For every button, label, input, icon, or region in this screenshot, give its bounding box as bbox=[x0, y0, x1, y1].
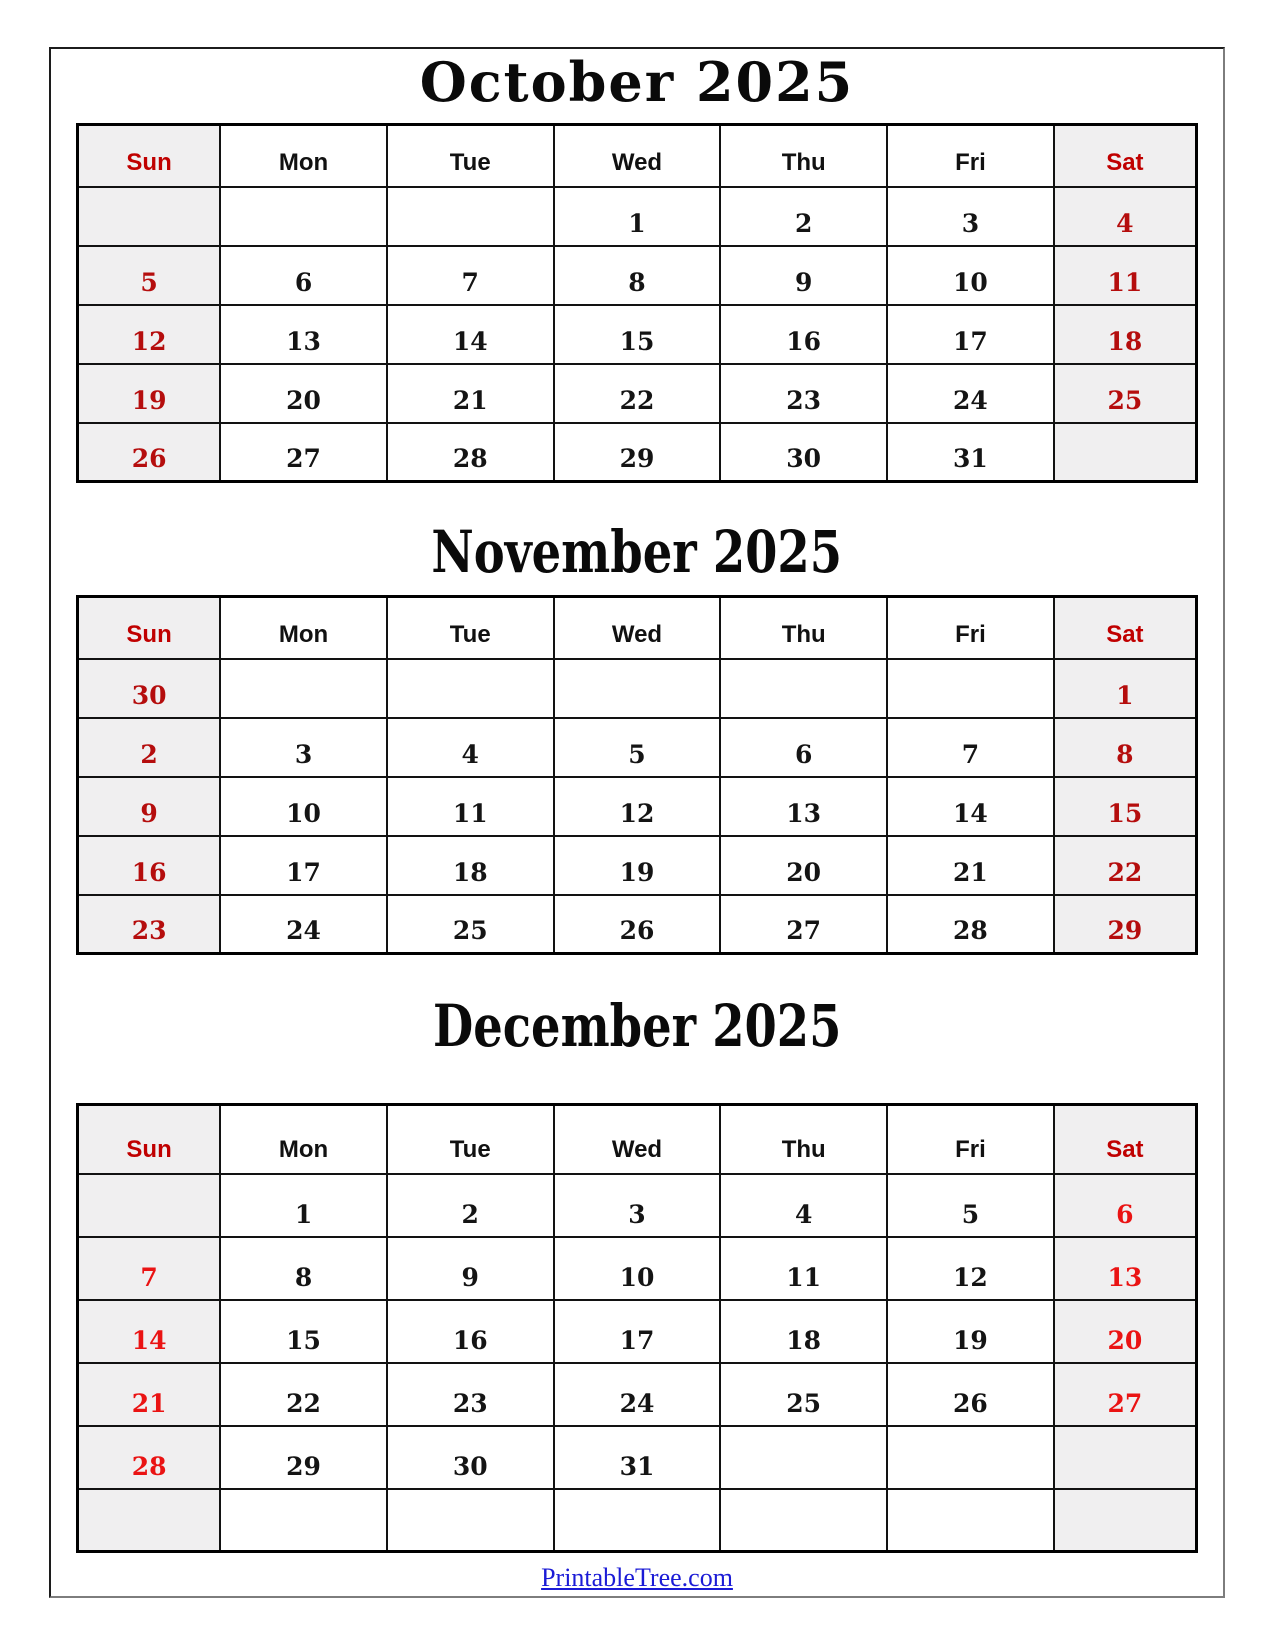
day-cell-29: 29 bbox=[554, 423, 721, 482]
day-cell-27: 27 bbox=[1054, 1363, 1197, 1426]
week-row bbox=[78, 305, 1197, 364]
day-cell-16: 16 bbox=[78, 836, 221, 895]
weekday-header-thu: Thu bbox=[720, 1105, 887, 1174]
day-cell-29: 29 bbox=[220, 1426, 387, 1489]
empty-day-cell bbox=[887, 1489, 1054, 1552]
day-cell-9: 9 bbox=[78, 777, 221, 836]
day-cell-31: 31 bbox=[554, 1426, 721, 1489]
weekday-header-mon: Mon bbox=[220, 125, 387, 187]
day-cell-19: 19 bbox=[887, 1300, 1054, 1363]
weekday-header-thu: Thu bbox=[720, 125, 887, 187]
day-cell-6: 6 bbox=[1054, 1174, 1197, 1237]
day-cell-11: 11 bbox=[1054, 246, 1197, 305]
day-cell-9: 9 bbox=[720, 246, 887, 305]
day-cell-17: 17 bbox=[220, 836, 387, 895]
week-row bbox=[78, 1300, 1197, 1363]
weekday-header-sat: Sat bbox=[1054, 125, 1197, 187]
weekday-header-sun: Sun bbox=[78, 125, 221, 187]
day-cell-27: 27 bbox=[720, 895, 887, 954]
day-cell-4: 4 bbox=[720, 1174, 887, 1237]
month-title-october bbox=[51, 50, 1223, 114]
empty-day-cell bbox=[78, 1174, 221, 1237]
day-cell-28: 28 bbox=[387, 423, 554, 482]
month-title-december bbox=[51, 992, 1223, 1060]
day-cell-10: 10 bbox=[554, 1237, 721, 1300]
weekday-header-wed: Wed bbox=[554, 597, 721, 659]
week-row bbox=[78, 777, 1197, 836]
weekday-header-wed: Wed bbox=[554, 1105, 721, 1174]
month-title-october-text: October 2025 bbox=[419, 50, 855, 114]
day-cell-18: 18 bbox=[387, 836, 554, 895]
week-row bbox=[78, 246, 1197, 305]
weekday-header-tue: Tue bbox=[387, 125, 554, 187]
empty-day-cell bbox=[554, 1489, 721, 1552]
empty-day-cell bbox=[78, 1489, 221, 1552]
day-cell-11: 11 bbox=[387, 777, 554, 836]
day-cell-30: 30 bbox=[720, 423, 887, 482]
day-cell-17: 17 bbox=[554, 1300, 721, 1363]
week-row bbox=[78, 1489, 1197, 1552]
weekday-header-sun: Sun bbox=[78, 597, 221, 659]
footer bbox=[51, 1563, 1223, 1593]
day-cell-22: 22 bbox=[220, 1363, 387, 1426]
day-cell-16: 16 bbox=[387, 1300, 554, 1363]
month-title-november bbox=[51, 518, 1223, 586]
day-cell-2: 2 bbox=[78, 718, 221, 777]
empty-day-cell bbox=[387, 187, 554, 246]
day-cell-21: 21 bbox=[78, 1363, 221, 1426]
day-cell-21: 21 bbox=[387, 364, 554, 423]
day-cell-26: 26 bbox=[554, 895, 721, 954]
day-cell-23: 23 bbox=[387, 1363, 554, 1426]
day-cell-6: 6 bbox=[720, 718, 887, 777]
weekday-header-tue: Tue bbox=[387, 597, 554, 659]
day-cell-25: 25 bbox=[720, 1363, 887, 1426]
day-cell-12: 12 bbox=[887, 1237, 1054, 1300]
day-cell-26: 26 bbox=[887, 1363, 1054, 1426]
empty-day-cell bbox=[720, 1426, 887, 1489]
day-cell-22: 22 bbox=[554, 364, 721, 423]
weekday-header-fri: Fri bbox=[887, 125, 1054, 187]
day-cell-29: 29 bbox=[1054, 895, 1197, 954]
empty-day-cell bbox=[220, 659, 387, 718]
day-cell-7: 7 bbox=[387, 246, 554, 305]
day-cell-21: 21 bbox=[887, 836, 1054, 895]
week-row bbox=[78, 836, 1197, 895]
empty-day-cell bbox=[887, 1426, 1054, 1489]
day-cell-8: 8 bbox=[1054, 718, 1197, 777]
day-cell-24: 24 bbox=[554, 1363, 721, 1426]
month-title-november-text: November 2025 bbox=[431, 518, 843, 586]
empty-day-cell bbox=[1054, 423, 1197, 482]
day-cell-20: 20 bbox=[1054, 1300, 1197, 1363]
day-cell-13: 13 bbox=[220, 305, 387, 364]
weekday-header-tue: Tue bbox=[387, 1105, 554, 1174]
day-cell-8: 8 bbox=[554, 246, 721, 305]
weekday-header-sat: Sat bbox=[1054, 1105, 1197, 1174]
calendar-table-november bbox=[76, 595, 1198, 955]
day-cell-14: 14 bbox=[887, 777, 1054, 836]
day-cell-5: 5 bbox=[78, 246, 221, 305]
week-row bbox=[78, 718, 1197, 777]
day-cell-10: 10 bbox=[220, 777, 387, 836]
empty-day-cell bbox=[220, 187, 387, 246]
day-cell-30: 30 bbox=[78, 659, 221, 718]
day-cell-15: 15 bbox=[220, 1300, 387, 1363]
week-row bbox=[78, 1363, 1197, 1426]
empty-day-cell bbox=[387, 659, 554, 718]
week-row bbox=[78, 1174, 1197, 1237]
week-row bbox=[78, 364, 1197, 423]
empty-day-cell bbox=[1054, 1426, 1197, 1489]
day-cell-5: 5 bbox=[887, 1174, 1054, 1237]
day-cell-22: 22 bbox=[1054, 836, 1197, 895]
weekday-header-sun: Sun bbox=[78, 1105, 221, 1174]
day-cell-25: 25 bbox=[387, 895, 554, 954]
day-cell-15: 15 bbox=[1054, 777, 1197, 836]
calendar-table-december bbox=[76, 1103, 1198, 1553]
day-cell-20: 20 bbox=[720, 836, 887, 895]
day-cell-9: 9 bbox=[387, 1237, 554, 1300]
day-cell-26: 26 bbox=[78, 423, 221, 482]
day-cell-7: 7 bbox=[887, 718, 1054, 777]
empty-day-cell bbox=[387, 1489, 554, 1552]
day-cell-23: 23 bbox=[720, 364, 887, 423]
footer-link[interactable]: PrintableTree.com bbox=[541, 1563, 733, 1592]
week-row bbox=[78, 423, 1197, 482]
empty-day-cell bbox=[1054, 1489, 1197, 1552]
day-cell-13: 13 bbox=[1054, 1237, 1197, 1300]
day-cell-1: 1 bbox=[1054, 659, 1197, 718]
day-cell-5: 5 bbox=[554, 718, 721, 777]
day-cell-1: 1 bbox=[554, 187, 721, 246]
day-cell-18: 18 bbox=[720, 1300, 887, 1363]
day-cell-23: 23 bbox=[78, 895, 221, 954]
weekday-header-sat: Sat bbox=[1054, 597, 1197, 659]
day-cell-15: 15 bbox=[554, 305, 721, 364]
day-cell-19: 19 bbox=[78, 364, 221, 423]
week-row bbox=[78, 659, 1197, 718]
day-cell-27: 27 bbox=[220, 423, 387, 482]
day-cell-6: 6 bbox=[220, 246, 387, 305]
day-cell-11: 11 bbox=[720, 1237, 887, 1300]
day-cell-12: 12 bbox=[78, 305, 221, 364]
day-cell-2: 2 bbox=[387, 1174, 554, 1237]
day-cell-3: 3 bbox=[220, 718, 387, 777]
day-cell-14: 14 bbox=[387, 305, 554, 364]
day-cell-28: 28 bbox=[78, 1426, 221, 1489]
weekday-header-wed: Wed bbox=[554, 125, 721, 187]
empty-day-cell bbox=[554, 659, 721, 718]
day-cell-12: 12 bbox=[554, 777, 721, 836]
day-cell-28: 28 bbox=[887, 895, 1054, 954]
week-row bbox=[78, 1237, 1197, 1300]
empty-day-cell bbox=[220, 1489, 387, 1552]
empty-day-cell bbox=[720, 659, 887, 718]
day-cell-16: 16 bbox=[720, 305, 887, 364]
week-row bbox=[78, 895, 1197, 954]
day-cell-4: 4 bbox=[387, 718, 554, 777]
day-cell-4: 4 bbox=[1054, 187, 1197, 246]
weekday-header-mon: Mon bbox=[220, 597, 387, 659]
month-title-december-text: December 2025 bbox=[432, 992, 842, 1060]
day-cell-8: 8 bbox=[220, 1237, 387, 1300]
day-cell-3: 3 bbox=[554, 1174, 721, 1237]
page-border-frame bbox=[49, 47, 1225, 1598]
weekday-header-thu: Thu bbox=[720, 597, 887, 659]
day-cell-19: 19 bbox=[554, 836, 721, 895]
day-cell-7: 7 bbox=[78, 1237, 221, 1300]
day-cell-24: 24 bbox=[887, 364, 1054, 423]
weekday-header-fri: Fri bbox=[887, 1105, 1054, 1174]
empty-day-cell bbox=[720, 1489, 887, 1552]
day-cell-14: 14 bbox=[78, 1300, 221, 1363]
day-cell-3: 3 bbox=[887, 187, 1054, 246]
day-cell-18: 18 bbox=[1054, 305, 1197, 364]
day-cell-17: 17 bbox=[887, 305, 1054, 364]
day-cell-31: 31 bbox=[887, 423, 1054, 482]
week-row bbox=[78, 187, 1197, 246]
day-cell-1: 1 bbox=[220, 1174, 387, 1237]
week-row bbox=[78, 1426, 1197, 1489]
day-cell-30: 30 bbox=[387, 1426, 554, 1489]
day-cell-10: 10 bbox=[887, 246, 1054, 305]
empty-day-cell bbox=[78, 187, 221, 246]
empty-day-cell bbox=[887, 659, 1054, 718]
weekday-header-mon: Mon bbox=[220, 1105, 387, 1174]
day-cell-13: 13 bbox=[720, 777, 887, 836]
day-cell-24: 24 bbox=[220, 895, 387, 954]
weekday-header-fri: Fri bbox=[887, 597, 1054, 659]
day-cell-2: 2 bbox=[720, 187, 887, 246]
calendar-table-october bbox=[76, 123, 1198, 483]
day-cell-25: 25 bbox=[1054, 364, 1197, 423]
day-cell-20: 20 bbox=[220, 364, 387, 423]
